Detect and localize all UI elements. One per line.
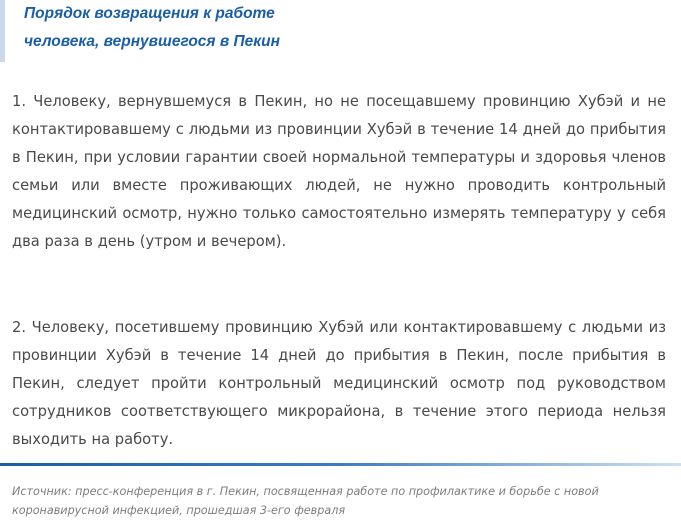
divider bbox=[0, 463, 681, 466]
title-block bbox=[0, 0, 681, 64]
source-note: Источник: пресс-конференция в г. Пекин, посвященная работе по профилактике и борьбе с новой коронавирусной инфекцией, прошедшая 3-его февраля bbox=[12, 485, 599, 517]
paragraph-2: 2. Человеку, посетившему провинцию Хубэй или контактировавшему с людьми из провинции Хубэй в течение 14 дней до прибытия в Пекин, после прибытия в Пекин, следует пройти контрольный медицинский осмотр под руководством сотрудников соответствующего микрорайона, в течение этого периода нельзя выходить на работу. bbox=[12, 319, 666, 448]
page-title bbox=[24, 0, 280, 56]
title-accent-bar bbox=[0, 0, 5, 62]
paragraph-1: 1. Человеку, вернувшемуся в Пекин, но не посещавшему провинцию Хубэй и не контактировавшему с людьми из провинции Хубэй в течение 14 дней до прибытия в Пекин, при условии гарантии своей нормальной температуры и здоровья членов семьи или вместе проживающих людей, не нужно проводить контрольный медицинский осмотр, нужно только самостоятельно измерять температуру у себя два раза в день (утром и вечером). bbox=[12, 93, 666, 250]
page-title-line-1: Порядок возвращения к работе bbox=[24, 5, 275, 22]
page-title-line-2: человека, вернувшегося в Пекин bbox=[24, 33, 280, 50]
